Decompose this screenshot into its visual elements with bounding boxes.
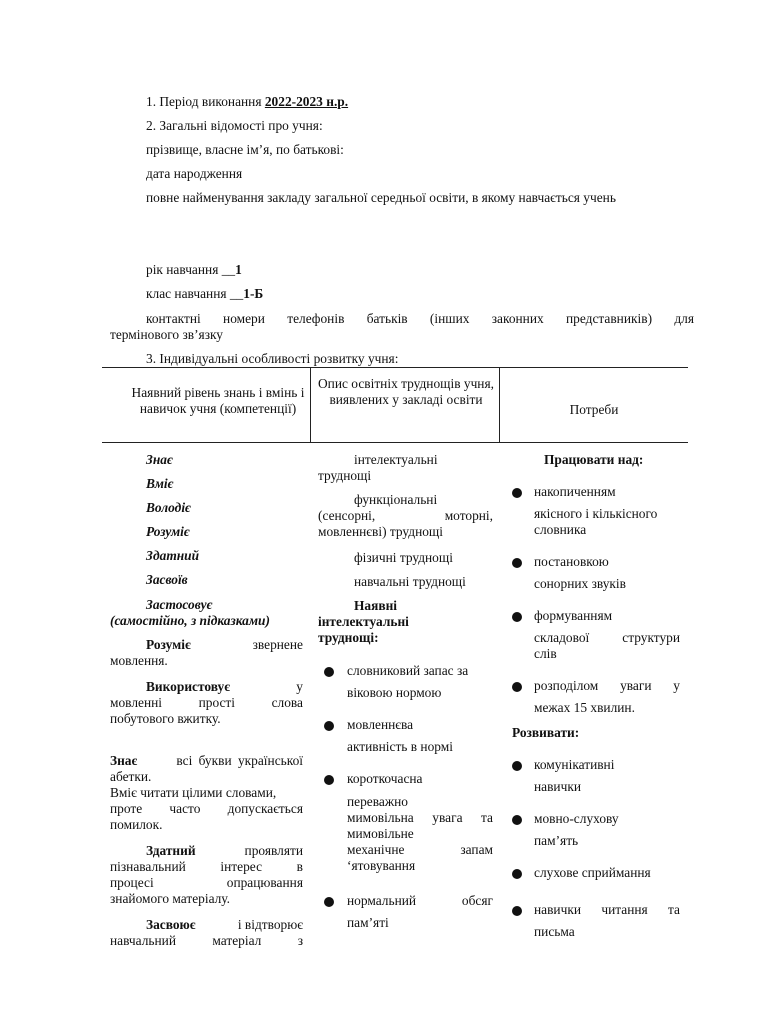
difficulty-2-line-2: активність в нормі (347, 739, 453, 754)
table-col-divider-1 (310, 367, 311, 443)
applies-line-2: (самостійно, з підказками) (110, 613, 270, 628)
difficulty-3-line-6: ‘ятовування (347, 858, 416, 873)
need-2-line-2: сонорних звуків (534, 576, 626, 591)
study-year-label: рік навчання __ (146, 262, 236, 277)
develop-4-line-2: письма (534, 924, 575, 939)
develop-2-line-2: пам’ять (534, 833, 579, 848)
work-on-heading: Працювати над: (544, 452, 644, 467)
list-item: Знає (146, 452, 173, 467)
understands-line-1 (146, 637, 303, 653)
present-heading-3: труднощі: (318, 630, 379, 645)
list-item: Володіє (146, 500, 191, 515)
learns-bold: Засвоює (146, 917, 196, 932)
need-1-line-3: словника (534, 522, 587, 537)
bullet-icon (512, 558, 522, 568)
present-heading-2: інтелектуальні (318, 614, 409, 629)
knows-line-2: абетки. (110, 769, 152, 784)
school-name-label: повне найменування закладу загальної середньої освіти, в якому навчається учень (146, 190, 616, 205)
reads-line-2: проте часто допускається (110, 801, 303, 816)
learns-line-2: навчальний матеріал з (110, 933, 303, 948)
need-3-line-3: слів (534, 646, 557, 661)
capable-bold: Здатний (146, 843, 196, 858)
table-top-border (102, 367, 688, 368)
uses-rest: у (296, 679, 303, 694)
difficulty-3-line-3: мимовільна увага та (347, 810, 493, 825)
class-value: 1-Б (243, 286, 264, 301)
difficulty-3-line-4: мимовільне (347, 826, 414, 841)
develop-4-line-1: навички читання та (534, 902, 680, 917)
capable-line-1 (146, 843, 303, 859)
general-info-heading: 2. Загальні відомості про учня: (146, 118, 323, 133)
bullet-icon (512, 815, 522, 825)
difficulty-3-line-1: короткочасна (347, 771, 423, 786)
intellectual-line-2: труднощі (318, 468, 372, 483)
bullet-icon (512, 488, 522, 498)
bullet-icon (512, 761, 522, 771)
need-1-line-2: якісного і кількісного (534, 506, 658, 521)
develop-1-line-1: комунікативні (534, 757, 615, 772)
reads-line-3: помилок. (110, 817, 163, 832)
header-difficulties: Опис освітніх труднощів учня, виявлених у закладі освіти (318, 376, 494, 407)
educational-difficulties: навчальні труднощі (354, 574, 466, 589)
table-header-border (102, 442, 688, 443)
bullet-icon (324, 775, 334, 785)
difficulty-3-line-2: переважно (347, 794, 408, 809)
list-item: Засвоїв (146, 572, 188, 587)
contacts-line-2: термінового зв’язку (110, 327, 224, 342)
capable-line-4: знайомого матеріалу. (110, 891, 231, 906)
bullet-icon (512, 906, 522, 916)
difficulty-4-line-2: пам’яті (347, 915, 389, 930)
develop-1-line-2: навички (534, 779, 582, 794)
birth-date-label: дата народження (146, 166, 243, 181)
list-item: Вміє (146, 476, 174, 491)
bullet-icon (324, 667, 334, 677)
functional-line-3: мовленнєві) труднощі (318, 524, 443, 539)
bullet-icon (512, 682, 522, 692)
learns-rest: і відтворює (237, 917, 303, 932)
functional-line-1: функціональні (354, 492, 438, 507)
uses-line-2: мовленні прості слова (110, 695, 303, 710)
knows-line-1 (110, 753, 303, 769)
understands-rest: звернене (252, 637, 303, 652)
bullet-icon (512, 612, 522, 622)
functional-line-2: (сенсорні, моторні, (318, 508, 493, 523)
understands-bold: Розуміє (146, 637, 191, 652)
table-col-divider-2 (499, 367, 500, 443)
present-heading-1: Наявні (354, 598, 398, 613)
section3-heading: 3. Індивідуальні особливості розвитку учня: (146, 351, 399, 366)
list-item: Здатний (146, 548, 200, 563)
need-3-line-1: формуванням (534, 608, 613, 623)
develop-2-line-1: мовно-слухову (534, 811, 619, 826)
applies-line-1: Застосовує (146, 597, 213, 612)
need-2-line-1: постановкою (534, 554, 609, 569)
header-competencies: Наявний рівень знань і вмінь і навичок учня (компетенції) (131, 385, 305, 416)
physical-difficulties: фізичні труднощі (354, 550, 453, 565)
period-value: 2022-2023 н.р. (264, 94, 349, 109)
intellectual-line-1: інтелектуальні (354, 452, 438, 467)
difficulty-1-line-2: віковою нормою (347, 685, 442, 700)
capable-line-3: процесі опрацювання (110, 875, 303, 890)
understands-line-2: мовлення. (110, 653, 168, 668)
uses-line-1 (146, 679, 303, 695)
study-year-line (146, 262, 242, 278)
knows-rest: всі букви української (176, 753, 303, 768)
bullet-icon (324, 721, 334, 731)
difficulty-3-line-5: механічне запам (347, 842, 493, 857)
develop-3-line-1: слухове сприймання (534, 865, 651, 880)
contacts-line-1: контактні номери телефонів батьків (інших законних представників) для (146, 311, 694, 326)
list-item: Розуміє (146, 524, 190, 539)
need-4-line-1: розподілом уваги у (534, 678, 680, 693)
difficulty-1-line-1: словниковий запас за (347, 663, 469, 678)
need-4-line-2: межах 15 хвилин. (534, 700, 635, 715)
develop-heading: Розвивати: (512, 725, 580, 740)
capable-line-2: пізнавальний інтерес в (110, 859, 303, 874)
study-year-value: 1 (235, 262, 242, 277)
period-label: 1. Період виконання (146, 94, 265, 109)
bullet-icon (512, 869, 522, 879)
reads-line-1: Вміє читати цілими словами, (110, 785, 277, 800)
capable-rest: проявляти (244, 843, 303, 858)
class-label: клас навчання __ (146, 286, 244, 301)
name-field-label: прізвище, власне ім’я, по батькові: (146, 142, 344, 157)
uses-line-3: побутового вжитку. (110, 711, 221, 726)
need-1-line-1: накопиченням (534, 484, 616, 499)
difficulty-2-line-1: мовленнєва (347, 717, 414, 732)
period-line (146, 94, 348, 110)
bullet-icon (324, 897, 334, 907)
need-3-line-2: складової структури (534, 630, 680, 645)
difficulty-4-line-1: нормальний обсяг (347, 893, 493, 908)
uses-bold: Використовує (146, 679, 231, 694)
knows-bold: Знає (110, 753, 138, 768)
class-line (146, 286, 263, 302)
learns-line-1 (146, 917, 303, 933)
header-needs: Потреби (569, 402, 619, 417)
